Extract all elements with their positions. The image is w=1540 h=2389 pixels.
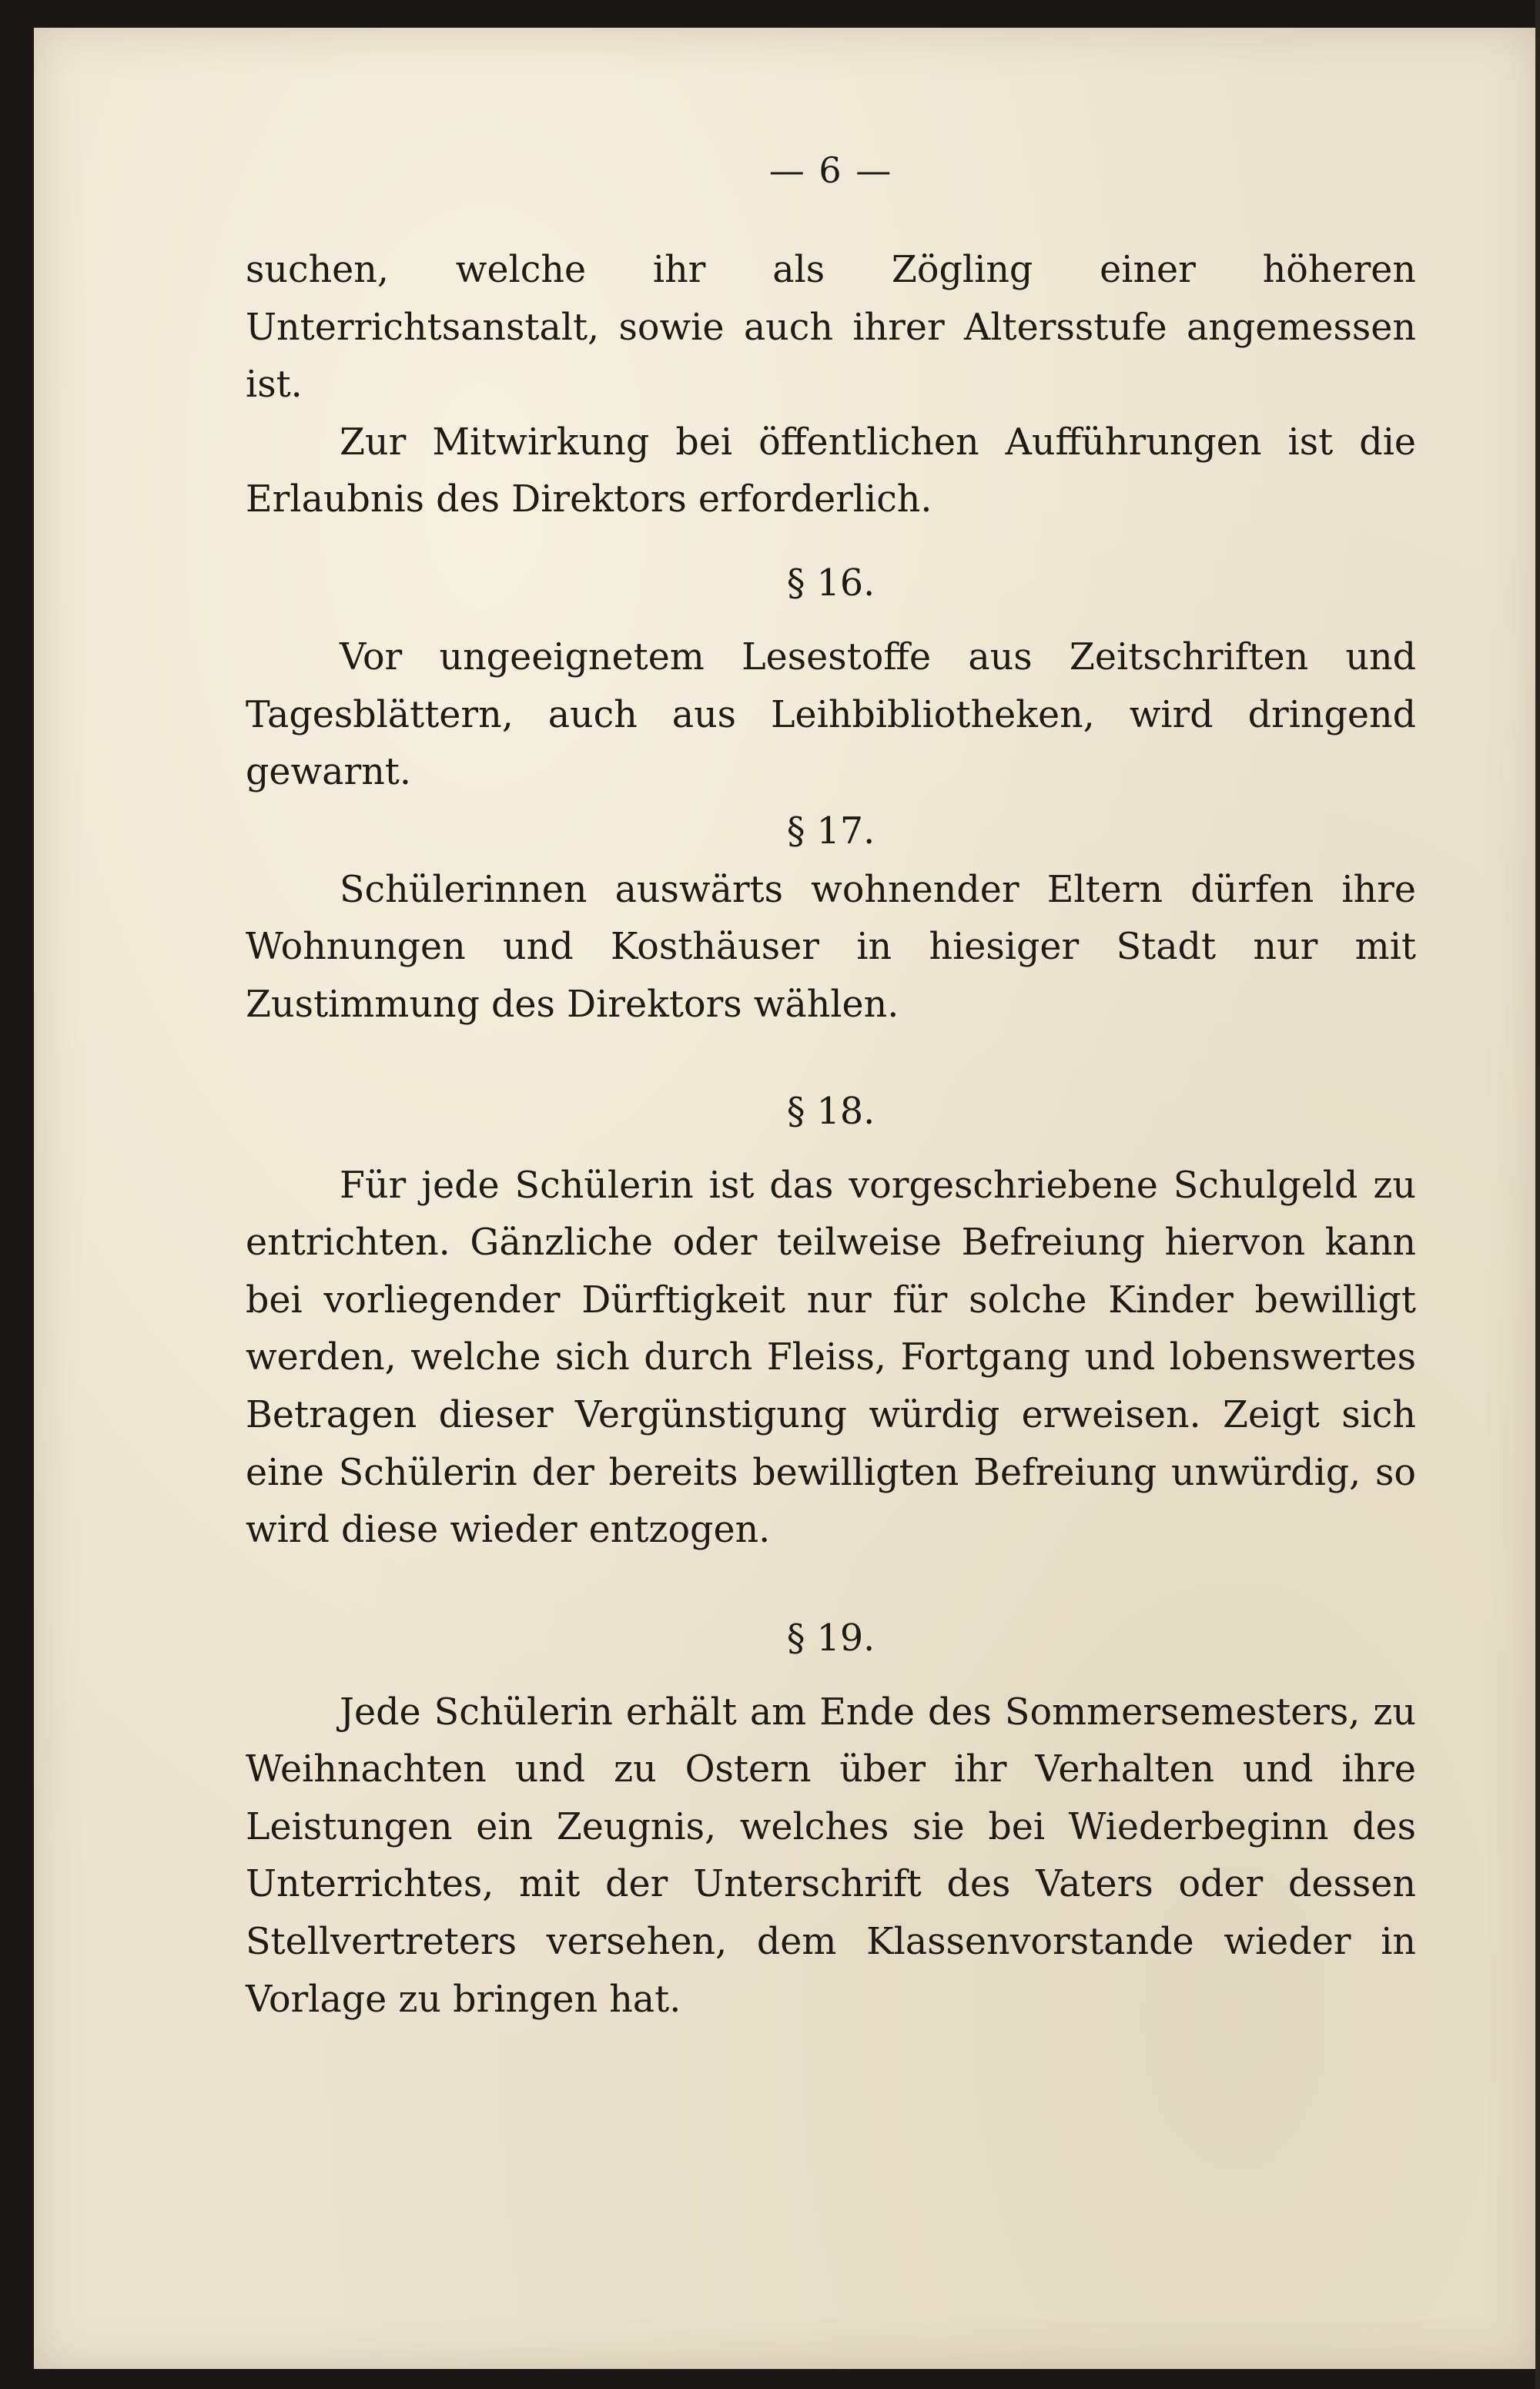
section-text-17: Schülerinnen auswärts wohnender Eltern dürfen ihre Wohnungen und Kosthäuser in hiesiger Stadt nur mit Zustimmung des Direktors wählen.: [246, 868, 1416, 1026]
section-heading-19: § 19.: [786, 1617, 875, 1660]
section-heading-18: § 18.: [786, 1090, 875, 1133]
paragraph-mitwirkung: Zur Mitwirkung bei öffentlichen Aufführungen ist die Erlaubnis des Direktors erforderlich.: [246, 421, 1416, 521]
section-text-18: Für jede Schülerin ist das vorgeschriebene Schulgeld zu entrichten. Gänzliche oder teilweise Befreiung hiervon kann bei vorliegender Dürftigkeit nur für solche Kinder bewilligt werden, welche sich durch Fleiss, Fortgang und lobenswertes Betragen dieser Vergünstigung würdig erweisen. Zeigt sich eine Schülerin der bereits bewilligten Befreiung unwürdig, so wird diese wieder entzogen.: [246, 1164, 1416, 1552]
page-number: — 6 —: [768, 149, 893, 191]
section-text-16: Vor ungeeignetem Lesestoffe aus Zeitschriften und Tagesblättern, auch aus Leihbibliotheken, wird dringend gewarnt.: [246, 635, 1416, 794]
paragraph-intro: suchen, welche ihr als Zögling einer höheren Unterrichtsanstalt, sowie auch ihrer Altersstufe angemessen ist.: [246, 249, 1416, 407]
section-text-19: Jede Schülerin erhält am Ende des Sommersemesters, zu Weihnachten und zu Ostern über ihr Verhalten und ihre Leistungen ein Zeugnis, welches sie bei Wiederbeginn des Unterrichtes, mit der Unterschrift des Vaters oder dessen Stellvertreters versehen, dem Klassenvorstande wieder in Vorlage zu bringen hat.: [246, 1690, 1416, 2021]
section-heading-16: § 16.: [786, 561, 875, 605]
page-text-column: [246, 143, 1416, 2029]
page-edge-strip: [1535, 0, 1540, 2389]
section-heading-17: § 17.: [786, 809, 875, 853]
document-page: [34, 28, 1535, 2369]
